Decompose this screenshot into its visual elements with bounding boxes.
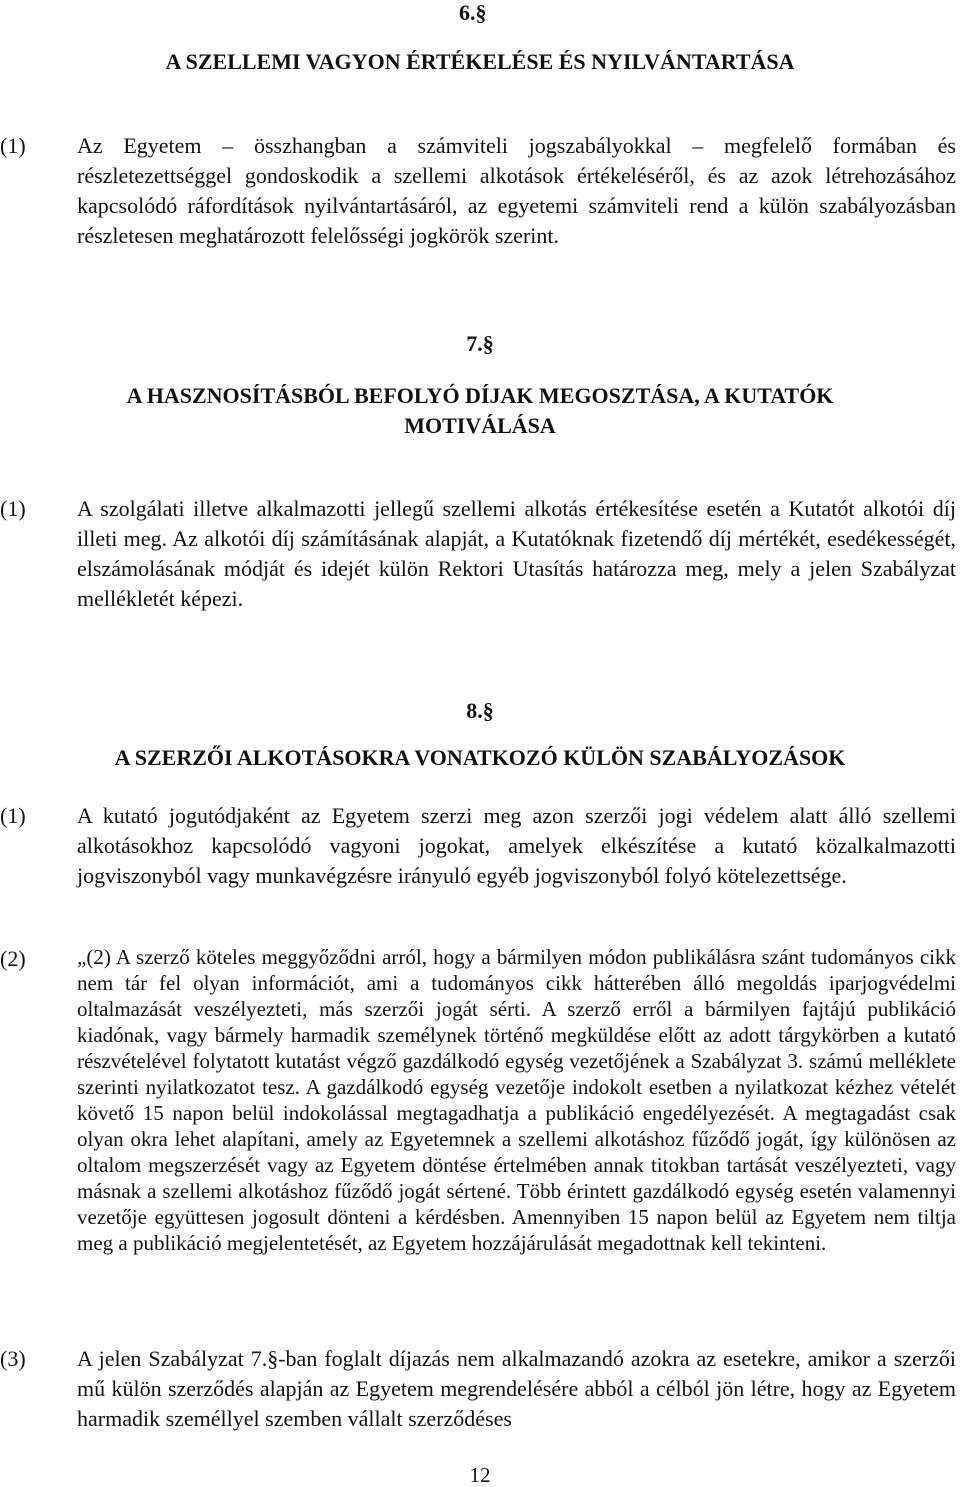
paragraph-text: A kutató jogutódjaként az Egyetem szerzi meg azon szerzői jogi védelem alatt álló szellemi alkotásokhoz kapcsolódó vagyoni jogokat, amelyek elkészítése a kutató közalkalmazotti jogviszonyból vagy munkavégzésre irányuló egyéb jogviszonyból folyó kötelezettsége.: [77, 803, 956, 888]
section-number: 7.§: [466, 331, 494, 356]
paragraph-number: (1): [0, 133, 26, 158]
paragraph-number: (2): [0, 946, 26, 971]
paragraph-number: (1): [0, 803, 26, 828]
document-page: 6.§ A SZELLEMI VAGYON ÉRTÉKELÉSE ÉS NYILVÁNTARTÁSA (1) Az Egyetem – összhangban a számviteli jogszabályokkal – megfelelő formában és részletezettséggel gondoskodik a szellemi alkotások értékeléséről, és az azok létrehozásához kapcsolódó ráfordítások nyilvántartásáról, az egyetemi számviteli rend a külön szabályozásban részletesen meghatározott felelősségi jogkörök szerint. 7.§ A HASZNOSÍTÁSBÓL BEFOLYÓ DÍJAK MEGOSZTÁSA, A KUTATÓK MOTIVÁLÁSA (1) A szolgálati illetve alkalmazotti jellegű szellemi alkotás értékesítése esetén a Kutatót alkotói díj illeti meg. Az alkotói díj számításának alapját, a Kutatóknak fizetendő díj mértékét, esedékességét, elszámolásának módját és idejét külön Rektori Utasítás határozza meg, mely a jelen Szabályzat mellékletét képezi. 8.§ A SZERZŐI ALKOTÁSOKRA VONATKOZÓ KÜLÖN SZABÁLYOZÁSOK (1) A kutató jogutódjaként az Egyetem szerzi meg azon szerzői jogi védelem alatt álló szellemi alkotásokhoz kapcsolódó vagyoni jogokat, amelyek elkészítése a kutató közalkalmazotti jogviszonyból vagy munkavégzésre irányuló egyéb jogviszonyból folyó kötelezettsége. (2) „(2) A szerző köteles meggyőződni arról, hogy a bármilyen módon publikálásra szánt tudományos cikk nem tár fel olyan információt, ami a tudományos cikk hátterében álló megoldás iparjogvédelmi oltalmazását veszélyezteti, más szerzői jogát sérti. A szerző erről a bármilyen fajtájú publikáció kiadónak, vagy bármely harmadik személynek történő megküldése előtt az adott tárgykörben a kutató részvételével folytatott kutatást végző gazdálkodó egység vezetőjének a Szabályzat 3. számú melléklete szerinti nyilatkozatot tesz. A gazdálkodó egység vezetője indokolt esetben a nyilatkozat kézhez vételét követő 15 napon belül indokolással megtagadhatja a publikáció engedélyezését. A megtagadást csak olyan okra lehet alapítani, amely az Egyetemnek a szellemi alkotáshoz fűződő jogát, így különösen az oltalom megszerzését vagy az Egyetem döntése értelmében annak titokban tartását veszélyezteti, vagy másnak a szellemi alkotáshoz fűződő jogát sértené. Több érintett gazdálkodó egység esetén valamennyi vezetője együttesen jogosult dönteni a kérdésben. Amennyiben 15 napon belül az Egyetem nem tiltja meg a publikáció megjelentetését, az Egyetem hozzájárulását megadottnak kell tekinteni. (3) A jelen Szabályzat 7.§-ban foglalt díjazás nem alkalmazandó azokra az esetekre, amikor a szerzői mű külön szerződés alapján az Egyetem megrendelésére abból a célból jön létre, hogy az Egyetem harmadik személlyel szemben vállalt szerződéses 12: [0, 0, 960, 1487]
paragraph-text: A szolgálati illetve alkalmazotti jellegű szellemi alkotás értékesítése esetén a Kutatót alkotói díj illeti meg. Az alkotói díj számításának alapját, a Kutatóknak fizetendő díj mértékét, esedékességét, elszámolásának módját és idejét külön Rektori Utasítás határozza meg, mely a jelen Szabályzat mellékletét képezi.: [77, 496, 956, 611]
paragraph-text: Az Egyetem – összhangban a számviteli jogszabályokkal – megfelelő formában és részletezettséggel gondoskodik a szellemi alkotások értékeléséről, és az azok létrehozásához kapcsolódó ráfordítások nyilvántartásáról, az egyetemi számviteli rend a külön szabályozásban részletesen meghatározott felelősségi jogkörök szerint.: [77, 133, 956, 248]
paragraph-text: „(2) A szerző köteles meggyőződni arról, hogy a bármilyen módon publikálásra szánt tudományos cikk nem tár fel olyan információt, ami a tudományos cikk hátterében álló megoldás iparjogvédelmi oltalmazását veszélyezteti, más szerzői jogát sérti. A szerző erről a bármilyen fajtájú publikáció kiadónak, vagy bármely harmadik személynek történő megküldése előtt az adott tárgykörben a kutató részvételével folytatott kutatást végző gazdálkodó egység vezetőjének a Szabályzat 3. számú melléklete szerinti nyilatkozatot tesz. A gazdálkodó egység vezetője indokolt esetben a nyilatkozat kézhez vételét követő 15 napon belül indokolással megtagadhatja a publikáció engedélyezését. A megtagadást csak olyan okra lehet alapítani, amely az Egyetemnek a szellemi alkotáshoz fűződő jogát, így különösen az oltalom megszerzését vagy az Egyetem döntése értelmében annak titokban tartását veszélyezteti, vagy másnak a szellemi alkotáshoz fűződő jogát sértené. Több érintett gazdálkodó egység esetén valamennyi vezetője együttesen jogosult dönteni a kérdésben. Amennyiben 15 napon belül az Egyetem nem tiltja meg a publikáció megjelentetését, az Egyetem hozzájárulását megadottnak kell tekinteni.: [77, 945, 956, 1255]
paragraph-number: (3): [0, 1346, 26, 1371]
section-title: A SZELLEMI VAGYON ÉRTÉKELÉSE ÉS NYILVÁNTARTÁSA: [165, 49, 795, 74]
paragraph-text: A jelen Szabályzat 7.§-ban foglalt díjazás nem alkalmazandó azokra az esetekre, amikor a szerzői mű külön szerződés alapján az Egyetem megrendelésére abból a célból jön létre, hogy az Egyetem harmadik személlyel szemben vállalt szerződéses: [77, 1346, 956, 1431]
page-number: 12: [469, 1463, 491, 1487]
section-title: A HASZNOSÍTÁSBÓL BEFOLYÓ DÍJAK MEGOSZTÁSA, A KUTATÓK MOTIVÁLÁSA: [126, 383, 834, 438]
section-title: A SZERZŐI ALKOTÁSOKRA VONATKOZÓ KÜLÖN SZABÁLYOZÁSOK: [114, 745, 846, 770]
paragraph-number: (1): [0, 496, 26, 521]
section-number: 8.§: [466, 698, 494, 723]
